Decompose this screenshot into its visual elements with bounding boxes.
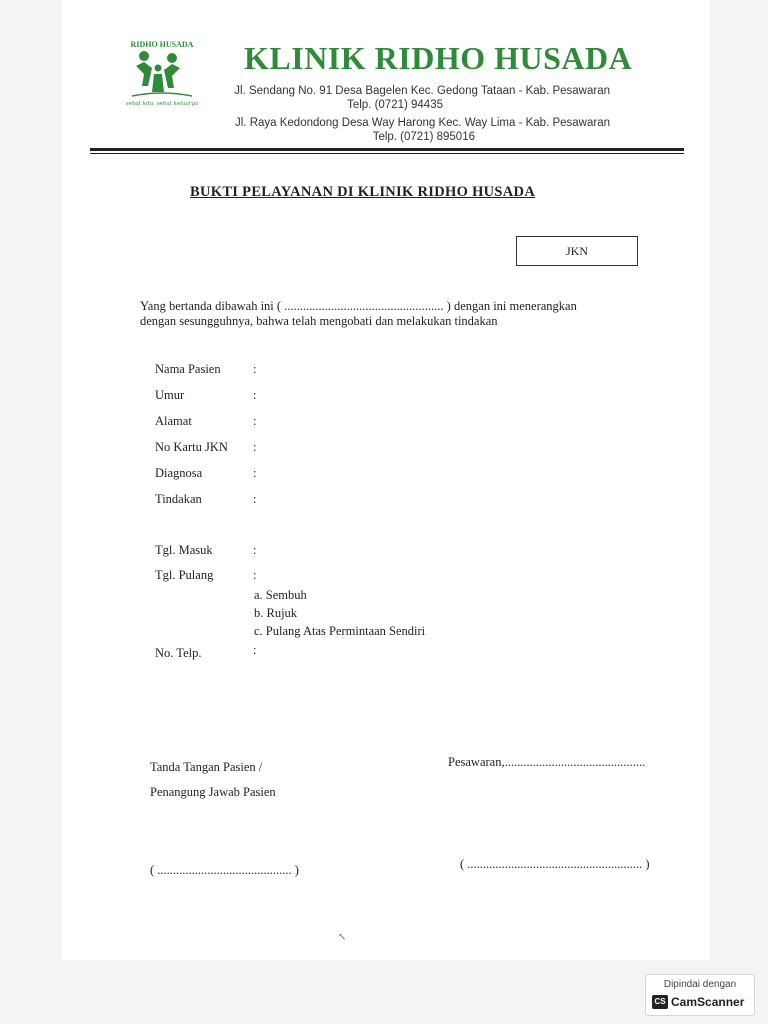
label-diagnosa: Diagnosa [155, 466, 203, 480]
address-line-1: Jl. Sendang No. 91 Desa Bagelen Kec. Gedong Tataan - Kab. Pesawaran [234, 85, 610, 97]
logo-text: RIDHO HUSADA [130, 40, 194, 49]
signature-blank-right: ( ........................................................ ) [460, 857, 650, 871]
colon-telp: : [253, 643, 257, 657]
label-alamat: Alamat [155, 414, 192, 428]
document-title: BUKTI PELAYANAN DI KLINIK RIDHO HUSADA [190, 184, 536, 200]
colon-nama: : [253, 362, 257, 376]
label-no-kartu-jkn: No Kartu JKN [155, 440, 228, 454]
colon-kartu: : [253, 440, 257, 454]
signature-label-line-1: Tanda Tangan Pasien / [150, 760, 263, 774]
intro-paragraph [140, 299, 640, 329]
colon-alamat: : [253, 414, 257, 428]
option-rujuk: b. Rujuk [254, 606, 298, 620]
address-line-2: Jl. Raya Kedondong Desa Way Harong Kec. Way Lima - Kab. Pesawaran [235, 117, 610, 129]
header-divider-thin [90, 153, 684, 154]
colon-masuk: : [253, 543, 257, 557]
jkn-badge: JKN [516, 236, 638, 266]
phone-line-1: Telp. (0721) 94435 [347, 99, 443, 111]
intro-line-1: Yang bertanda dibawah ini ( ................................................... ) dengan ini menerangkan [140, 299, 577, 313]
label-tgl-masuk: Tgl. Masuk [155, 543, 213, 557]
label-tindakan: Tindakan [155, 492, 202, 506]
logo-tagline: sehat kita, sehat keluarga [125, 101, 199, 107]
colon-pulang: : [253, 568, 257, 582]
scanner-brand: CamScanner [671, 995, 745, 1009]
camscanner-icon: CS [652, 995, 668, 1009]
option-pulang-aps: c. Pulang Atas Permintaan Sendiri [254, 624, 426, 638]
label-umur: Umur [155, 388, 185, 402]
place-date-line: Pesawaran,............................................. [448, 755, 646, 769]
label-no-telp: No. Telp. [155, 646, 202, 660]
signature-blank-left: ( ........................................... ) [150, 863, 299, 877]
scanner-top-text: Dipindai dengan [663, 979, 737, 990]
label-nama-pasien: Nama Pasien [155, 362, 221, 376]
colon-diagnosa: : [253, 466, 257, 480]
signature-label-line-2: Penangung Jawab Pasien [150, 785, 276, 799]
clinic-name: KLINIK RIDHO HUSADA [244, 40, 633, 76]
option-sembuh: a. Sembuh [254, 588, 307, 602]
header-divider-thick [90, 148, 684, 151]
colon-tindakan: : [253, 492, 257, 506]
colon-umur: : [253, 388, 257, 402]
intro-line-2: dengan sesungguhnya, bahwa telah mengobati dan melakukan tindakan [140, 314, 498, 328]
phone-line-2: Telp. (0721) 895016 [372, 131, 475, 143]
scan-mark: ↖ [338, 932, 347, 943]
label-tgl-pulang: Tgl. Pulang [155, 568, 214, 582]
camscanner-watermark [645, 974, 755, 1016]
